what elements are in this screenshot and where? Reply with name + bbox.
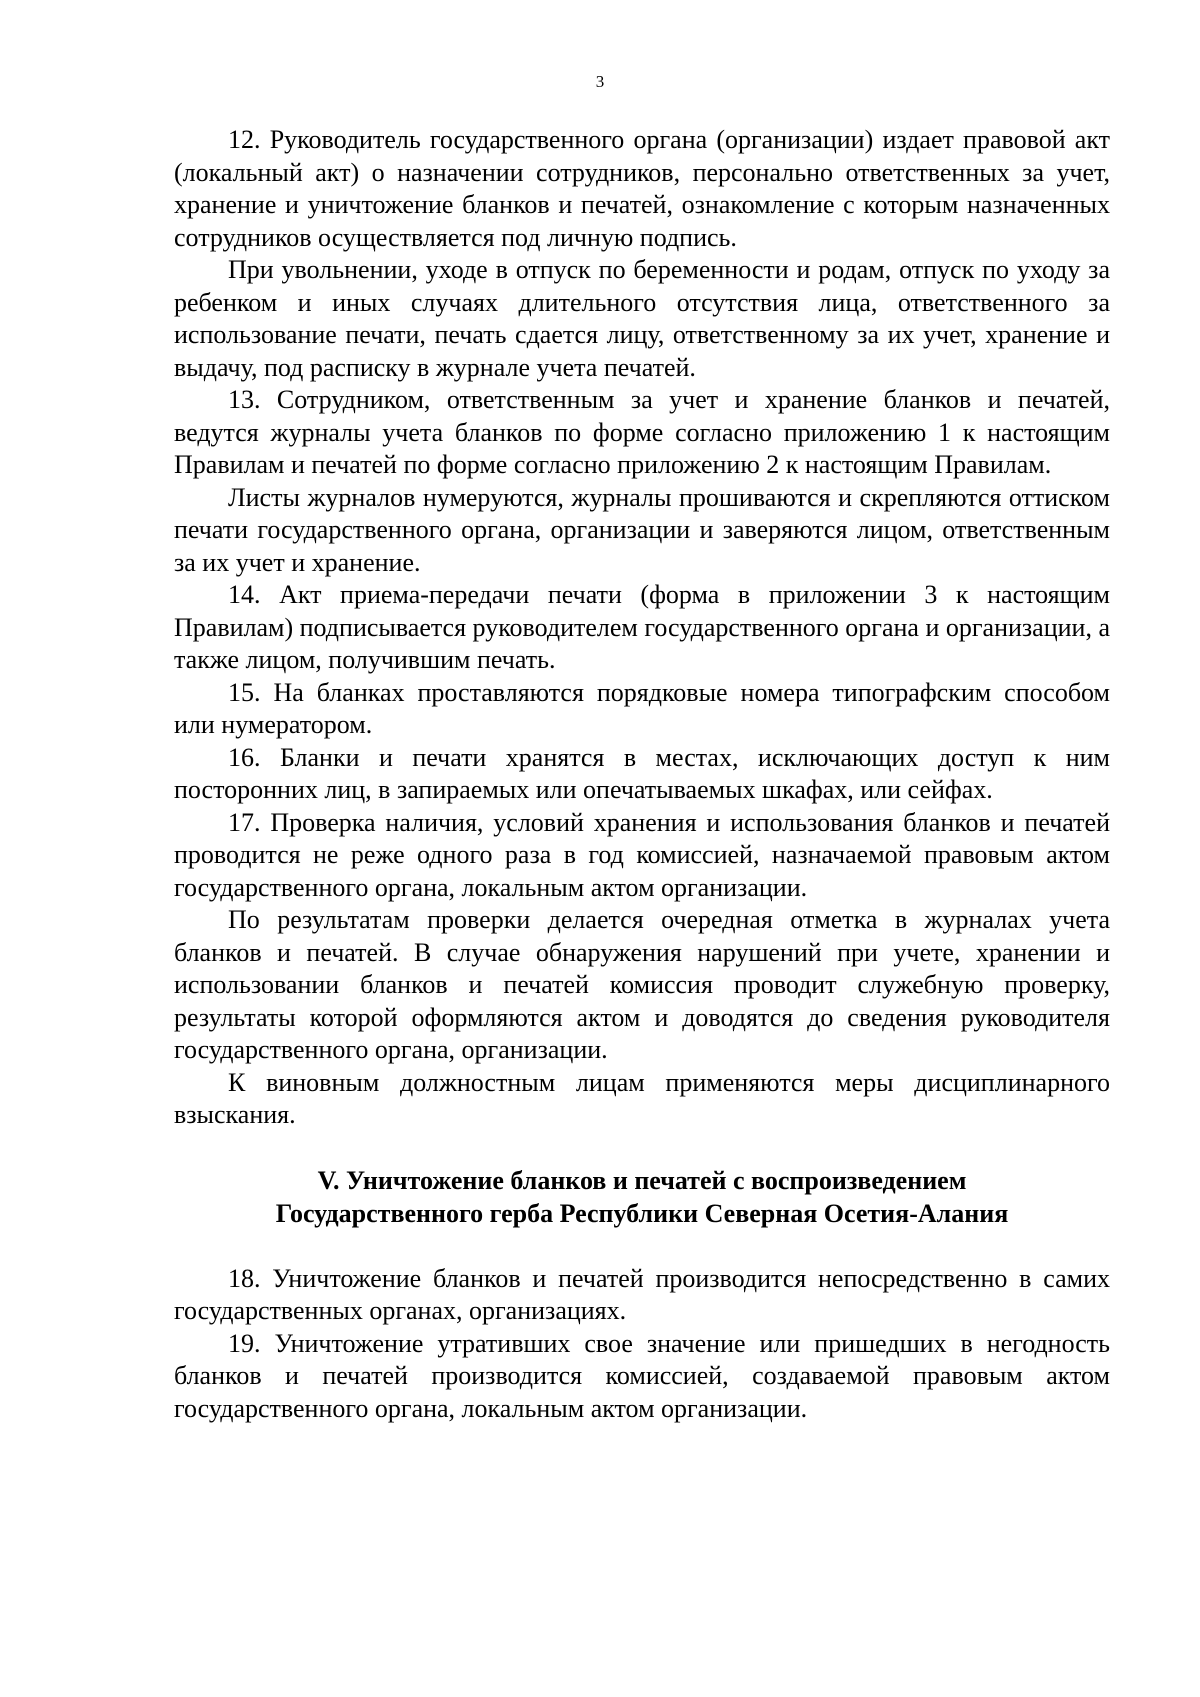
paragraph-16: 16. Бланки и печати хранятся в местах, исключающих доступ к ним посторонних лиц, в запираемых или опечатываемых шкафах, или сейфах.: [174, 742, 1110, 804]
paragraph-17: 17. Проверка наличия, условий хранения и использования бланков и печатей проводится не реже одного раза в год комиссией, назначаемой правовым актом государственного органа, локальным актом организации.: [174, 807, 1110, 902]
paragraph-12: 12. Руководитель государственного органа (организации) издает правовой акт (локальный акт) о назначении сотрудников, персонально ответственных за учет, хранение и уничтожение бланков и печатей, ознакомление с которым назначенных сотрудников осуществляется под личную подпись.: [174, 125, 1110, 252]
page-number: 3: [595, 72, 605, 91]
paragraph-12-dismissal: При увольнении, уходе в отпуск по беременности и родам, отпуск по уходу за ребенком и иных случаях длительного отсутствия лица, ответственного за использование печати, печать сдается лицу, ответственному за их учет, хранение и выдачу, под расписку в журнале учета печатей.: [174, 255, 1110, 382]
paragraph-19: 19. Уничтожение утративших свое значение или пришедших в негодность бланков и печатей производится комиссией, создаваемой правовым актом государственного органа, локальным актом организации.: [174, 1328, 1110, 1423]
section-heading: [174, 1164, 1110, 1230]
paragraph-14: 14. Акт приема-передачи печати (форма в приложении 3 к настоящим Правилам) подписывается руководителем государственного органа и организации, а также лицом, получившим печать.: [174, 580, 1110, 674]
paragraph-17-discipline: К виновным должностным лицам применяются меры дисциплинарного взыскания.: [174, 1067, 1110, 1129]
paragraph-13-journals: Листы журналов нумеруются, журналы прошиваются и скрепляются оттиском печати государственного органа, организации и заверяются лицом, ответственным за их учет и хранение.: [174, 482, 1110, 577]
section-heading-line2: Государственного герба Республики Северная Осетия-Алания: [275, 1198, 1009, 1228]
section-heading-line1: V. Уничтожение бланков и печатей с воспроизведением: [317, 1165, 967, 1195]
paragraph-15: 15. На бланках проставляются порядковые номера типографским способом или нумератором.: [174, 677, 1110, 739]
paragraph-18: 18. Уничтожение бланков и печатей производится непосредственно в самих государственных органах, организациях.: [174, 1263, 1110, 1325]
paragraph-17-results: По результатам проверки делается очередная отметка в журналах учета бланков и печатей. В случае обнаружения нарушений при учете, хранении и использовании бланков и печатей комиссия проводит служебную проверку, результаты которой оформляются актом и доводятся до сведения руководителя государственного органа, организации.: [174, 905, 1110, 1064]
paragraph-13: 13. Сотрудником, ответственным за учет и хранение бланков и печатей, ведутся журналы учета бланков по форме согласно приложению 1 к настоящим Правилам и печатей по форме согласно приложению 2 к настоящим Правилам.: [174, 385, 1110, 479]
document-body: [174, 124, 1110, 1425]
